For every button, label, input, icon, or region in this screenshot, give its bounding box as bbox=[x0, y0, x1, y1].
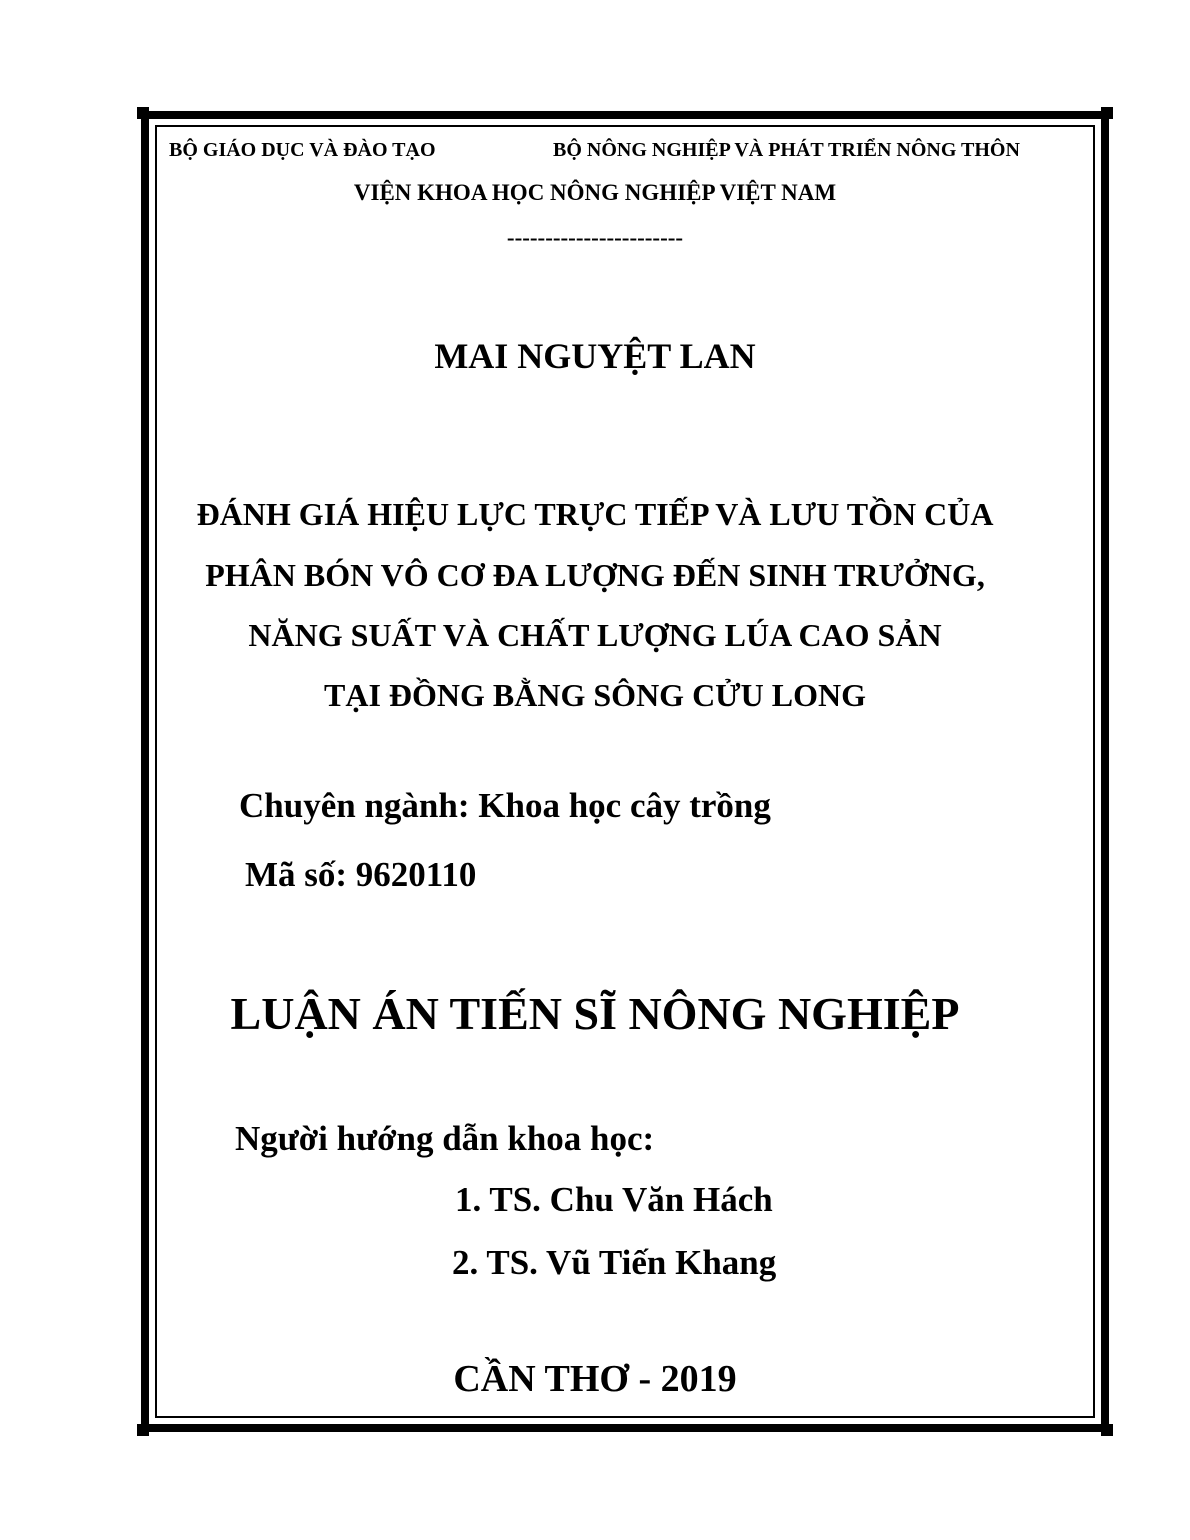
degree-title: LUẬN ÁN TIẾN SĨ NÔNG NGHIỆP bbox=[230, 988, 960, 1039]
border-corner-bottom-right bbox=[1101, 1424, 1113, 1436]
advisor-item: 2. TS. Vũ Tiến Khang bbox=[452, 1243, 777, 1282]
border-corner-top-right bbox=[1101, 107, 1113, 119]
ministry-agriculture-heading: BỘ NÔNG NGHIỆP VÀ PHÁT TRIỂN NÔNG THÔN bbox=[553, 139, 1020, 161]
author-name: MAI NGUYỆT LAN bbox=[434, 336, 756, 376]
page-border-inner bbox=[155, 125, 1095, 1418]
thesis-title-line: TẠI ĐỒNG BẰNG SÔNG CỬU LONG bbox=[324, 677, 866, 713]
border-corner-top-left bbox=[137, 107, 149, 119]
header-divider: ----------------------- bbox=[506, 225, 684, 250]
advisor-item: 1. TS. Chu Văn Hách bbox=[455, 1180, 773, 1219]
advisor-label: Người hướng dẫn khoa học: bbox=[235, 1119, 655, 1158]
thesis-title-line: NĂNG SUẤT VÀ CHẤT LƯỢNG LÚA CAO SẢN bbox=[248, 617, 942, 653]
place-year: CẦN THƠ - 2019 bbox=[453, 1358, 737, 1400]
border-corner-bottom-left bbox=[137, 1424, 149, 1436]
major-code: Mã số: 9620110 bbox=[245, 855, 477, 894]
major-field: Chuyên ngành: Khoa học cây trồng bbox=[239, 786, 771, 825]
ministry-education-heading: BỘ GIÁO DỤC VÀ ĐÀO TẠO bbox=[169, 139, 436, 161]
thesis-title-line: PHÂN BÓN VÔ CƠ ĐA LƯỢNG ĐẾN SINH TRƯỞNG, bbox=[205, 557, 985, 593]
thesis-title-line: ĐÁNH GIÁ HIỆU LỰC TRỰC TIẾP VÀ LƯU TỒN CỦA bbox=[196, 496, 994, 532]
institute-heading: VIỆN KHOA HỌC NÔNG NGHIỆP VIỆT NAM bbox=[353, 180, 837, 205]
